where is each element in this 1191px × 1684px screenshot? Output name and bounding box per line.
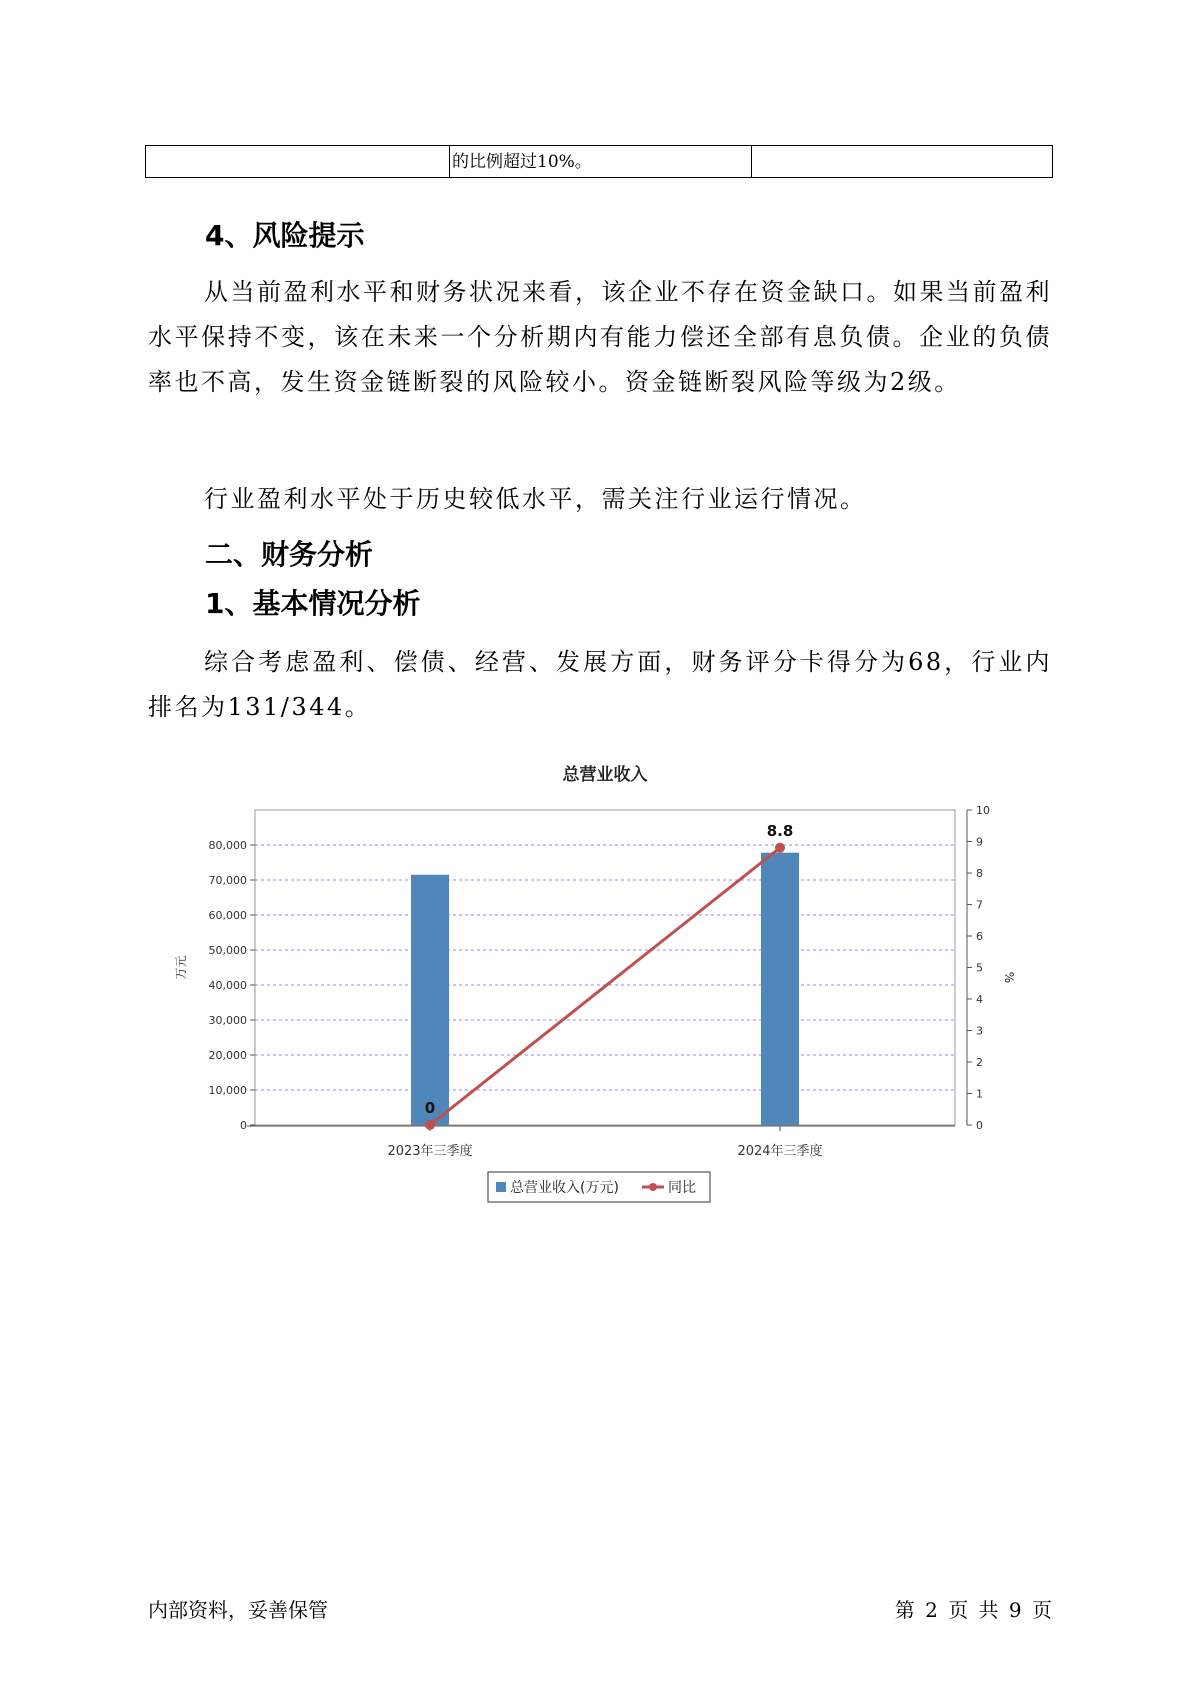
y-tick-label: 60,000 (208, 909, 247, 922)
revenue-bar (761, 853, 799, 1125)
footer-left: 内部资料，妥善保管 (148, 1598, 328, 1622)
legend-bar-label: 总营业收入(万元) (510, 1180, 619, 1196)
revenue-bar (411, 875, 449, 1125)
y-tick-label: 10,000 (208, 1084, 247, 1097)
y2-tick-label: 6 (976, 930, 983, 943)
y2-tick-label: 0 (976, 1119, 983, 1132)
y-tick-label: 0 (240, 1119, 247, 1132)
y2-tick-label: 7 (976, 898, 983, 912)
yoy-data-label: 0 (424, 1099, 436, 1117)
plot-area (255, 810, 955, 1125)
legend-line-label: 同比 (668, 1180, 696, 1196)
y-axis-label: 万元 (175, 955, 188, 980)
risk-paragraph-2: 行业盈利水平处于历史较低水平，需关注行业运行情况。 (204, 485, 867, 513)
y2-axis-label: % (1002, 971, 1016, 984)
legend-bar-swatch (496, 1182, 506, 1192)
y2-tick-label: 2 (976, 1056, 983, 1069)
y2-tick-label: 8 (976, 867, 983, 880)
revenue-chart-svg (175, 760, 1035, 1220)
section-heading-finance: 二、财务分析 (205, 538, 374, 571)
y-tick-label: 80,000 (208, 839, 247, 852)
risk-paragraph-1: 从当前盈利水平和财务状况来看，该企业不存在资金缺口。如果当前盈利水平保持不变，该在未来一个分析期内有能力偿还全部有息负债。企业的负债率也不高，发生资金链断裂的风险较小。资金链断裂风险等级为2级。 (148, 278, 1052, 396)
x-tick-label: 2024年三季度 (737, 1144, 823, 1159)
y2-tick-label: 1 (976, 1087, 983, 1101)
finance-paragraph: 综合考虑盈利、偿债、经营、发展方面，财务评分卡得分为68，行业内排名为131/344。 (148, 648, 1052, 721)
yoy-point (425, 1120, 435, 1130)
yoy-point (775, 843, 785, 853)
chart-title: 总营业收入 (562, 765, 648, 785)
y-tick-label: 20,000 (208, 1049, 247, 1062)
revenue-chart (175, 760, 1035, 1220)
y-tick-label: 70,000 (208, 874, 247, 887)
section-heading-risk: 4、风险提示 (205, 219, 365, 252)
y2-tick-label: 5 (976, 961, 983, 975)
subsection-heading-basic: 1、基本情况分析 (205, 587, 421, 620)
y2-tick-label: 9 (976, 835, 983, 849)
table-fragment (145, 145, 1053, 178)
y2-tick-label: 10 (976, 804, 990, 817)
table-cell-text: 的比例超过10%。 (450, 146, 752, 177)
y-tick-label: 40,000 (208, 979, 247, 992)
y2-tick-label: 4 (976, 993, 983, 1006)
table-cell-empty (146, 146, 450, 177)
y-tick-label: 30,000 (208, 1014, 247, 1027)
y-tick-label: 50,000 (208, 944, 247, 957)
table-cell-empty (752, 146, 1052, 177)
y2-tick-label: 3 (976, 1024, 983, 1038)
x-tick-label: 2023年三季度 (387, 1144, 473, 1159)
yoy-data-label: 8.8 (766, 821, 794, 840)
footer-right: 第 2 页 共 9 页 (894, 1598, 1052, 1622)
legend-line-marker (649, 1183, 657, 1191)
